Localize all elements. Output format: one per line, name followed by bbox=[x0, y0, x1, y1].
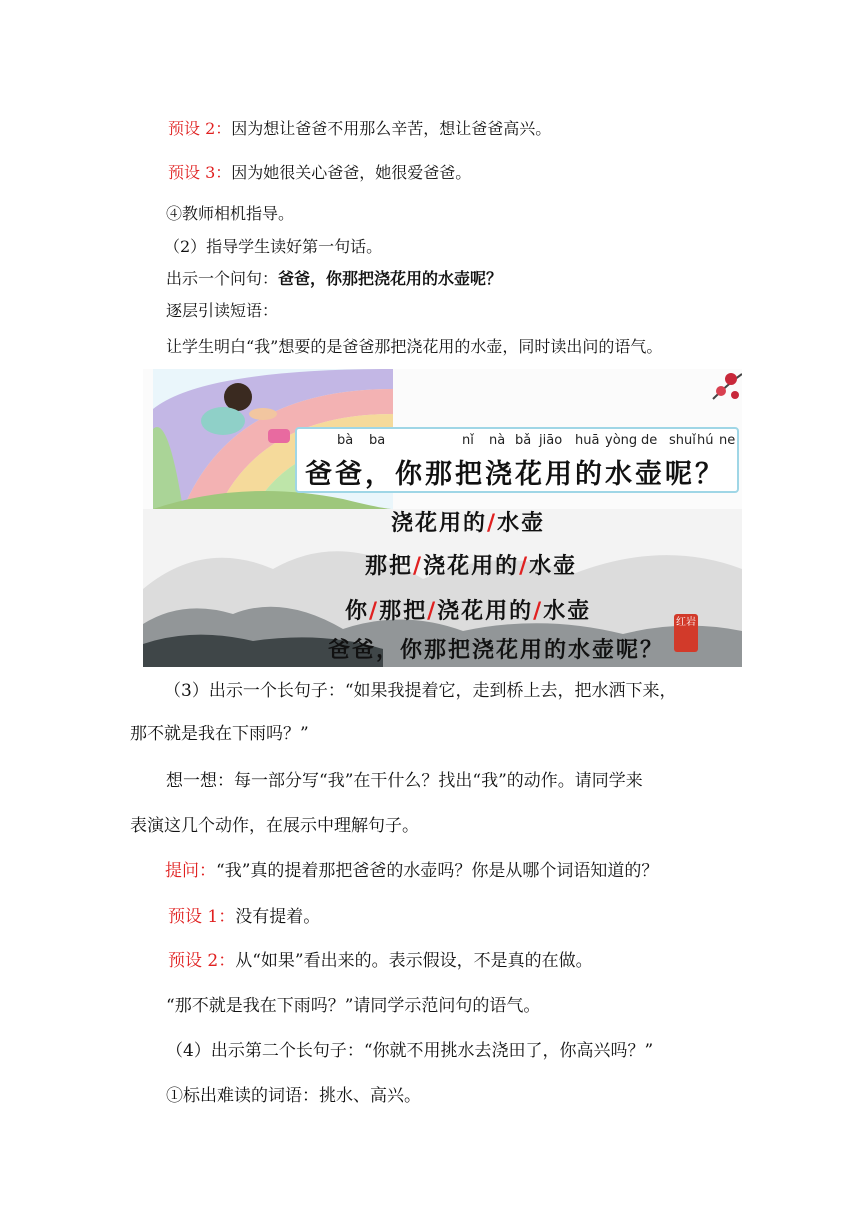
girl-head bbox=[224, 383, 252, 411]
phrase-row-4: 爸爸，你那把浇花用的水壶呢？ bbox=[328, 638, 665, 663]
lesson-slide-image bbox=[143, 369, 742, 667]
explanation-line: 让学生明白“我”想要的是爸爸那把浇花用的水壶，同时读出问的语气。 bbox=[166, 337, 663, 356]
pinyin-syllable: nà bbox=[489, 433, 506, 448]
question-prefix: 出示一个问句： bbox=[166, 269, 279, 288]
ask-label: 提问： bbox=[165, 861, 216, 881]
pinyin-syllable: bǎ bbox=[515, 433, 532, 448]
phrase-row-1: 浇花用的/水壶 bbox=[391, 511, 546, 536]
section-3-heading: （3）出示一个长句子：“如果我提着它，走到桥上去，把水洒下来， bbox=[164, 681, 677, 701]
section-3-continued: 那不就是我在下雨吗？” bbox=[130, 724, 309, 744]
pinyin-syllable: bà bbox=[337, 433, 354, 448]
pinyin-syllable: shuǐ bbox=[669, 433, 696, 448]
think-continued: 表演这几个动作，在展示中理解句子。 bbox=[130, 816, 419, 836]
pinyin-syllable: de bbox=[641, 433, 658, 448]
preset-label: 预设 2： bbox=[168, 119, 232, 138]
slide-question-sentence: 爸爸，你那把浇花用的水壶呢？ bbox=[305, 459, 725, 490]
pinyin-syllable: yòng bbox=[605, 433, 638, 448]
pinyin-syllable: jiāo bbox=[539, 433, 563, 448]
think-line: 想一想：每一部分写“我”在干什么？找出“我”的动作。请同学来 bbox=[166, 771, 643, 791]
phrase-row-2: 那把/浇花用的/水壶 bbox=[365, 554, 578, 579]
pinyin-sentence-box bbox=[295, 427, 739, 493]
red-seal-stamp: 红岩 bbox=[674, 614, 698, 652]
step-1-line: ①标出难读的词语：挑水、高兴。 bbox=[166, 1086, 421, 1106]
pinyin-syllable: hú bbox=[697, 433, 714, 448]
section-2-heading: （2）指导学生读好第一句话。 bbox=[164, 237, 383, 256]
ask-line bbox=[165, 860, 658, 882]
section-4-heading: （4）出示第二个长句子：“你就不用挑水去浇田了，你高兴吗？” bbox=[166, 1041, 654, 1061]
preset-2-line bbox=[168, 118, 551, 140]
step-4-line: ④教师相机指导。 bbox=[166, 204, 295, 223]
preset-3-line bbox=[168, 162, 471, 184]
preset-1-line bbox=[168, 906, 320, 928]
watering-can-icon bbox=[268, 429, 290, 443]
preset-text: 没有提着。 bbox=[235, 907, 321, 927]
preset-label: 预设 3： bbox=[168, 163, 232, 182]
demo-question-line: “那不就是我在下雨吗？”请同学示范问句的语气。 bbox=[166, 996, 541, 1016]
guided-reading-line: 逐层引读短语： bbox=[166, 301, 279, 320]
pinyin-syllable: nǐ bbox=[462, 433, 474, 448]
preset-text: 从“如果”看出来的。表示假设，不是真的在做。 bbox=[235, 951, 593, 971]
ask-text: “我”真的提着那把爸爸的水壶吗？你是从哪个词语知道的？ bbox=[216, 861, 659, 881]
pinyin-syllable: ba bbox=[369, 433, 386, 448]
phrase-row-3: 你/那把/浇花用的/水壶 bbox=[345, 599, 592, 624]
preset-text: 因为想让爸爸不用那么辛苦，想让爸爸高兴。 bbox=[231, 119, 552, 138]
pinyin-syllable: huā bbox=[575, 433, 600, 448]
question-sentence: 爸爸，你那把浇花用的水壶呢？ bbox=[278, 269, 503, 288]
preset-2b-line bbox=[168, 950, 593, 972]
preset-label: 预设 2： bbox=[168, 951, 236, 971]
pinyin-syllable: ne bbox=[719, 433, 736, 448]
preset-label: 预设 1： bbox=[168, 907, 236, 927]
preset-text: 因为她很关心爸爸，她很爱爸爸。 bbox=[231, 163, 472, 182]
question-line bbox=[166, 268, 502, 290]
